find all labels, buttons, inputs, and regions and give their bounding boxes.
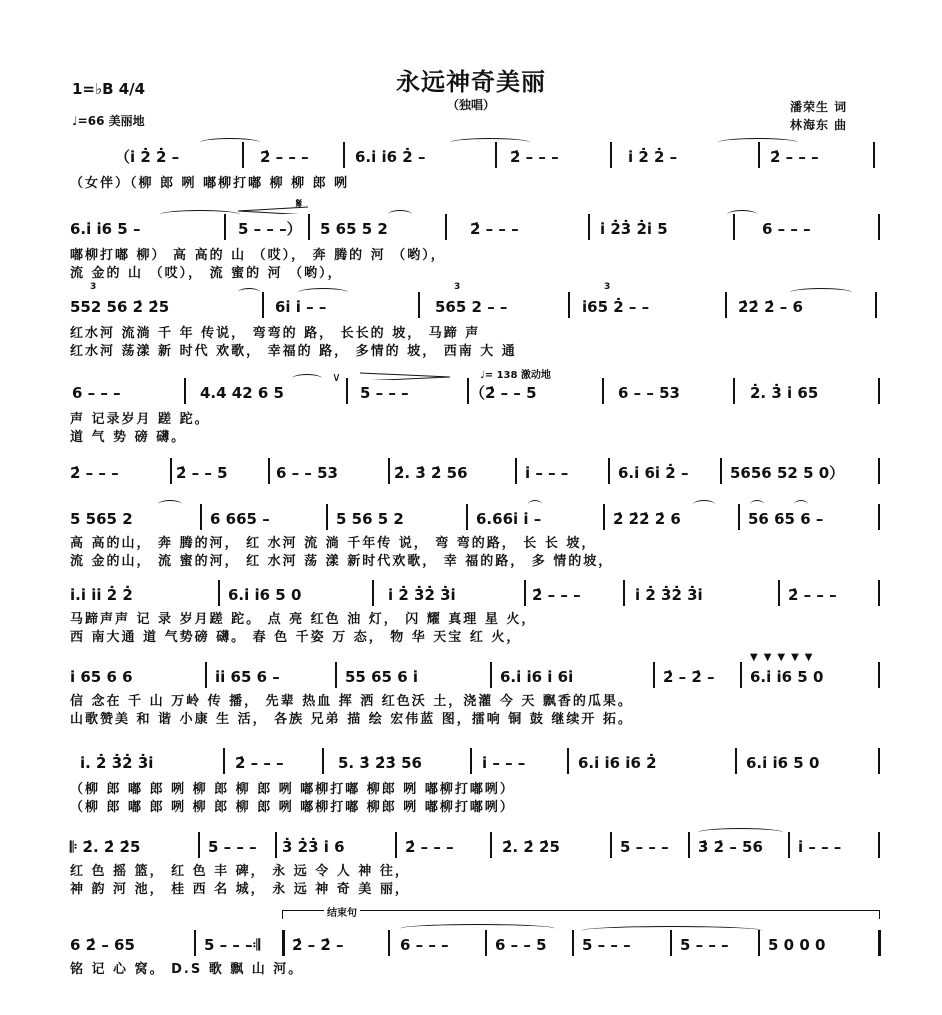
- segno-sign: 𝄋: [296, 196, 303, 212]
- measure: 5 – – –）: [238, 220, 302, 238]
- measure: 5. 3̇ 2̇3̇ 56: [338, 754, 422, 772]
- measure: i̇ – – –: [482, 754, 526, 772]
- lyrics-line-1: （柳 郎 嘟 郎 咧 柳 郎 柳 郎 咧 嘟柳打嘟 柳郎 咧 嘟柳打嘟咧）: [70, 782, 515, 797]
- measure: 2̇ – 2̇ –: [663, 668, 715, 686]
- lyrics-line-1: 马蹄声声 记 录 岁月蹉 跎。 点 亮 红色 油 灯， 闪 耀 真理 星 火，: [70, 612, 537, 627]
- measure: i̇65 2̇ – –: [582, 298, 650, 316]
- measure: 56 65 6 –: [748, 510, 824, 528]
- measure: 2̇ – 2̇ –: [292, 936, 344, 954]
- lyrics-line-2: 流 金的山， 流 蜜的河， 红 水河 荡 漾 新时代欢歌， 幸 福的路， 多 情的坡，: [70, 554, 614, 569]
- lyrics-line-1: 声 记录岁月 蹉 跎。: [70, 412, 210, 427]
- measure: 5 – – –: [360, 384, 409, 402]
- measure: 5 565 2: [70, 510, 133, 528]
- crescendo-hairpin: [238, 206, 308, 214]
- measure: i̇ 2̇ 3̇2̇ 3̇i̇: [388, 586, 456, 604]
- measure: 6.i̇ i̇6 2̇ –: [355, 148, 426, 166]
- measure: 6.i̇ i̇6 5 0: [750, 668, 824, 686]
- measure: i̇ 65 6 6: [70, 668, 133, 686]
- decrescendo-hairpin: [360, 372, 450, 380]
- measure: i̇ – – –: [525, 464, 569, 482]
- lyrics-line-2: 红水河 荡漾 新 时代 欢歌， 幸福的 路， 多情的 坡， 西南 大 通: [70, 344, 517, 359]
- lyrics-line-1: 信 念在 千 山 万岭 传 播， 先辈 热血 挥 洒 红色沃 土，浇灌 今 天 飘香的瓜果。: [70, 694, 633, 709]
- measure: 𝄆 2̇. 2̇ 2̇5: [70, 838, 141, 856]
- lyrics-line-2: 道 气 势 磅 礴。: [70, 430, 187, 445]
- measure: 6i̇ i̇ – –: [275, 298, 327, 316]
- measure: 2̇ – – –: [770, 148, 819, 166]
- measure: 2̇ – – –: [235, 754, 284, 772]
- measure: i̇. 2̇ 3̇2̇ 3̇i̇: [80, 754, 154, 772]
- measure: 55 65 6 i̇: [345, 668, 418, 686]
- lyrics-line-2: 西 南大通 道 气势磅 礴。 春 色 千姿 万 态， 物 华 天宝 红 火，: [70, 630, 522, 645]
- measure: 4.4 42 6 5: [200, 384, 284, 402]
- measure: 2̇. 2̇ 2̇5: [502, 838, 560, 856]
- measure: 5 65 5 2: [320, 220, 388, 238]
- measure: 552 56 2̇ 2̇5: [70, 298, 170, 316]
- tempo-marking: ♩=66 美丽地: [72, 114, 145, 128]
- lyrics-line-1: 嘟柳打嘟 柳） 高 高的 山 （哎）， 奔 腾的 河 （哟），: [70, 248, 446, 263]
- measure: 6.i̇ i̇6 i̇6 2̇: [578, 754, 657, 772]
- measure: 2̇ – – –: [260, 148, 309, 166]
- measure: 6 – – 53: [276, 464, 338, 482]
- lyrics-line-1: 红 色 摇 篮， 红 色 丰 碑， 永 远 令 人 神 往，: [70, 864, 410, 879]
- measure: 5 0 0 0: [768, 936, 826, 954]
- measure: i̇ 2̇ 3̇2̇ 3̇i̇: [635, 586, 703, 604]
- lyrics-line-2: 神 韵 河 池， 桂 西 名 城， 永 远 神 奇 美 丽，: [70, 882, 410, 897]
- measure: 3̇ 2̇3̇ i̇ 6: [282, 838, 345, 856]
- measure: i̇i̇ 65 6 –: [215, 668, 280, 686]
- measure: 6 – – –: [400, 936, 449, 954]
- measure: （i̇ 2̇ 2̇ –: [115, 148, 180, 166]
- lyricist-credit: 潘荣生 词: [790, 100, 848, 114]
- measure: 6 665 –: [210, 510, 270, 528]
- measure: 2̇ 2̇2̇ 2̇ 6: [613, 510, 681, 528]
- measure: i̇.i̇ i̇i̇ 2̇ 2̇: [70, 586, 133, 604]
- lyrics-line-1: （女伴）（柳 郎 咧 嘟柳打嘟 柳 柳 郎 咧: [70, 176, 350, 191]
- measure: 2̇ – – –: [788, 586, 837, 604]
- lyrics-line-2: 流 金的 山 （哎）， 流 蜜的 河 （哟），: [70, 266, 343, 281]
- tempo-change: ♩= 138 激动地: [480, 370, 551, 381]
- measure: i̇ 2̇ 2̇ –: [628, 148, 678, 166]
- measure: 5 – – –: [620, 838, 669, 856]
- measure: i̇ – – –: [798, 838, 842, 856]
- measure: 6 – – –: [72, 384, 121, 402]
- measure: 5656 52 5 0）: [730, 464, 845, 482]
- measure: 6 – – –: [762, 220, 811, 238]
- lyrics-line-1: 高 高的山， 奔 腾的河， 红 水河 流 淌 千年传 说， 弯 弯的路， 长 长 坡，: [70, 536, 597, 551]
- measure: 6 2̇ – 65: [70, 936, 135, 954]
- ending-bracket: [282, 910, 880, 919]
- measure: 2̇2̇ 2̇ – 6: [738, 298, 803, 316]
- measure: 2̇ – – –: [510, 148, 559, 166]
- measure: 6.i̇ i̇6 i̇ 6i̇: [500, 668, 574, 686]
- measure: 2̇ – – 5: [176, 464, 228, 482]
- lyrics-line-2: 山歌赞美 和 谐 小康 生 活， 各族 兄弟 描 绘 宏伟蓝 图，擂响 铜 鼓 继续开 拓。: [70, 712, 633, 727]
- measure: 6.i̇ 6i̇ 2̇ –: [618, 464, 689, 482]
- ending-label: 结束句: [324, 904, 360, 919]
- lyrics-line-1: 红水河 流淌 千 年 传说， 弯弯的 路， 长长的 坡， 马蹄 声: [70, 326, 481, 341]
- measure: 6 – – 5: [495, 936, 547, 954]
- measure: 6 – – 53: [618, 384, 680, 402]
- measure: 6.66i̇ i̇ –: [476, 510, 542, 528]
- measure: 5 – – –𝄇: [204, 936, 260, 954]
- song-subtitle: （独唱）: [446, 98, 495, 112]
- measure: 2̇ – – –: [70, 464, 119, 482]
- measure: 565 2 – –: [435, 298, 508, 316]
- measure: 2̇ – – –: [405, 838, 454, 856]
- composer-credit: 林海东 曲: [790, 118, 848, 132]
- measure: 6.i̇ i̇6 5 0: [228, 586, 302, 604]
- measure: 6.i̇ i̇6 5 –: [70, 220, 141, 238]
- measure: 2̇ – – –: [532, 586, 581, 604]
- song-title: 永远神奇美丽: [396, 68, 546, 96]
- key-signature: 1=♭B 4/4: [72, 80, 146, 98]
- measure: 5 – – –: [680, 936, 729, 954]
- measure: 2̇. 3̇ i̇ 65: [750, 384, 819, 402]
- measure: 2̇ – – –: [470, 220, 519, 238]
- measure: i̇ 2̇3̇ 2̇i̇ 5: [600, 220, 668, 238]
- lyrics-line-1: 铭 记 心 窝。 D.S 歌 飘 山 河。: [70, 962, 304, 977]
- measure: 2̇. 3̇ 2̇ 56: [394, 464, 468, 482]
- measure: 6.i̇ i̇6 5 0: [746, 754, 820, 772]
- measure: 5 56 5 2: [336, 510, 404, 528]
- measure: 5 – – –: [582, 936, 631, 954]
- measure: 3̇ 2̇ – 56: [698, 838, 763, 856]
- measure: （2̇ – – 5: [470, 384, 537, 402]
- measure: 5 – – –: [208, 838, 257, 856]
- lyrics-line-2: （柳 郎 嘟 郎 咧 柳 郎 柳 郎 咧 嘟柳打嘟 柳郎 咧 嘟柳打嘟咧）: [70, 800, 515, 815]
